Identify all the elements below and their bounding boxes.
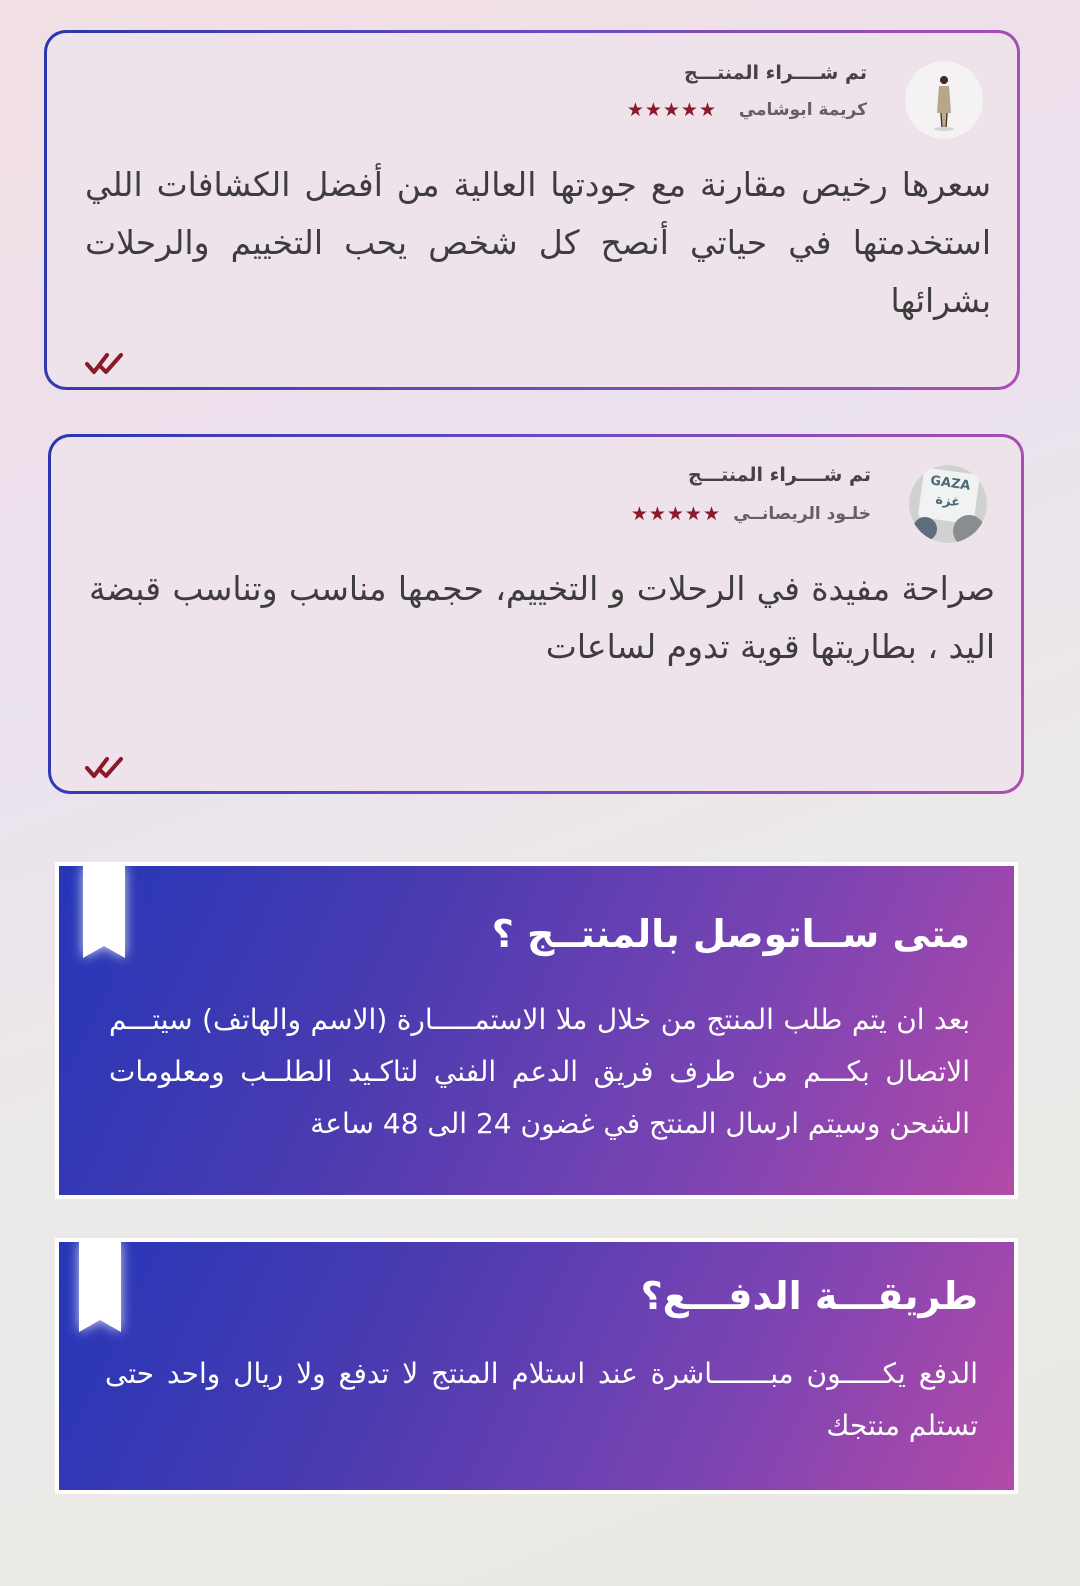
rating-stars: ★★★★★ bbox=[626, 99, 717, 121]
purchase-status: تم شــــراء المنتـــج bbox=[687, 464, 871, 486]
double-check-icon bbox=[85, 351, 129, 377]
info-title: متى ســاتوصل بالمنتــج ؟ bbox=[491, 912, 970, 956]
info-title: طريقـــة الدفـــع؟ bbox=[640, 1274, 978, 1318]
reviewer-avatar bbox=[909, 465, 987, 543]
bookmark-ribbon-icon bbox=[59, 866, 149, 976]
bookmark-ribbon-icon bbox=[59, 1242, 149, 1352]
info-text: بعد ان يتم طلب المنتج من خلال ملا الاستمـــــارة (الاسم والهاتف) سيتـــم الاتصال بكـــم من طرف فريق الدعم الفني لتاكـيد الطلــب ومعلومات الشحن وسيتم ارسال المنتج في غضون 24 الى 48 ساعة bbox=[109, 1003, 970, 1140]
rating-stars: ★★★★★ bbox=[630, 503, 721, 525]
delivery-info-block bbox=[55, 862, 1018, 1199]
review-card-body bbox=[47, 33, 1017, 387]
review-text: سعرها رخيص مقارنة مع جودتها العالية من أفضل الكشافات اللي استخدمتها في حياتي أنصح كل شخص يحب التخييم والرحلات بشرائها bbox=[85, 165, 991, 320]
review-card bbox=[48, 434, 1024, 794]
payment-info-block bbox=[55, 1238, 1018, 1494]
review-card-body bbox=[51, 437, 1021, 791]
purchase-status: تم شــــراء المنتـــج bbox=[683, 62, 867, 84]
reviewer-name: كريمة ابوشامي bbox=[738, 100, 867, 120]
review-card bbox=[44, 30, 1020, 390]
reviewer-name: خلـود الريصانــي bbox=[733, 504, 871, 524]
avatar-sign-text: GAZA غزة bbox=[929, 473, 972, 511]
person-figure-icon bbox=[905, 61, 983, 139]
double-check-icon bbox=[85, 755, 129, 781]
reviewer-avatar bbox=[905, 61, 983, 139]
info-text: الدفع يكـــــون مبـــــــاشرة عند استلام المنتج لا تدفع ولا ريال واحد حتى تستلم منتجك bbox=[105, 1357, 978, 1442]
review-text: صراحة مفيدة في الرحلات و التخييم، حجمها مناسب وتناسب قبضة اليد ، بطاريتها قوية تدوم لساعات bbox=[89, 569, 995, 666]
